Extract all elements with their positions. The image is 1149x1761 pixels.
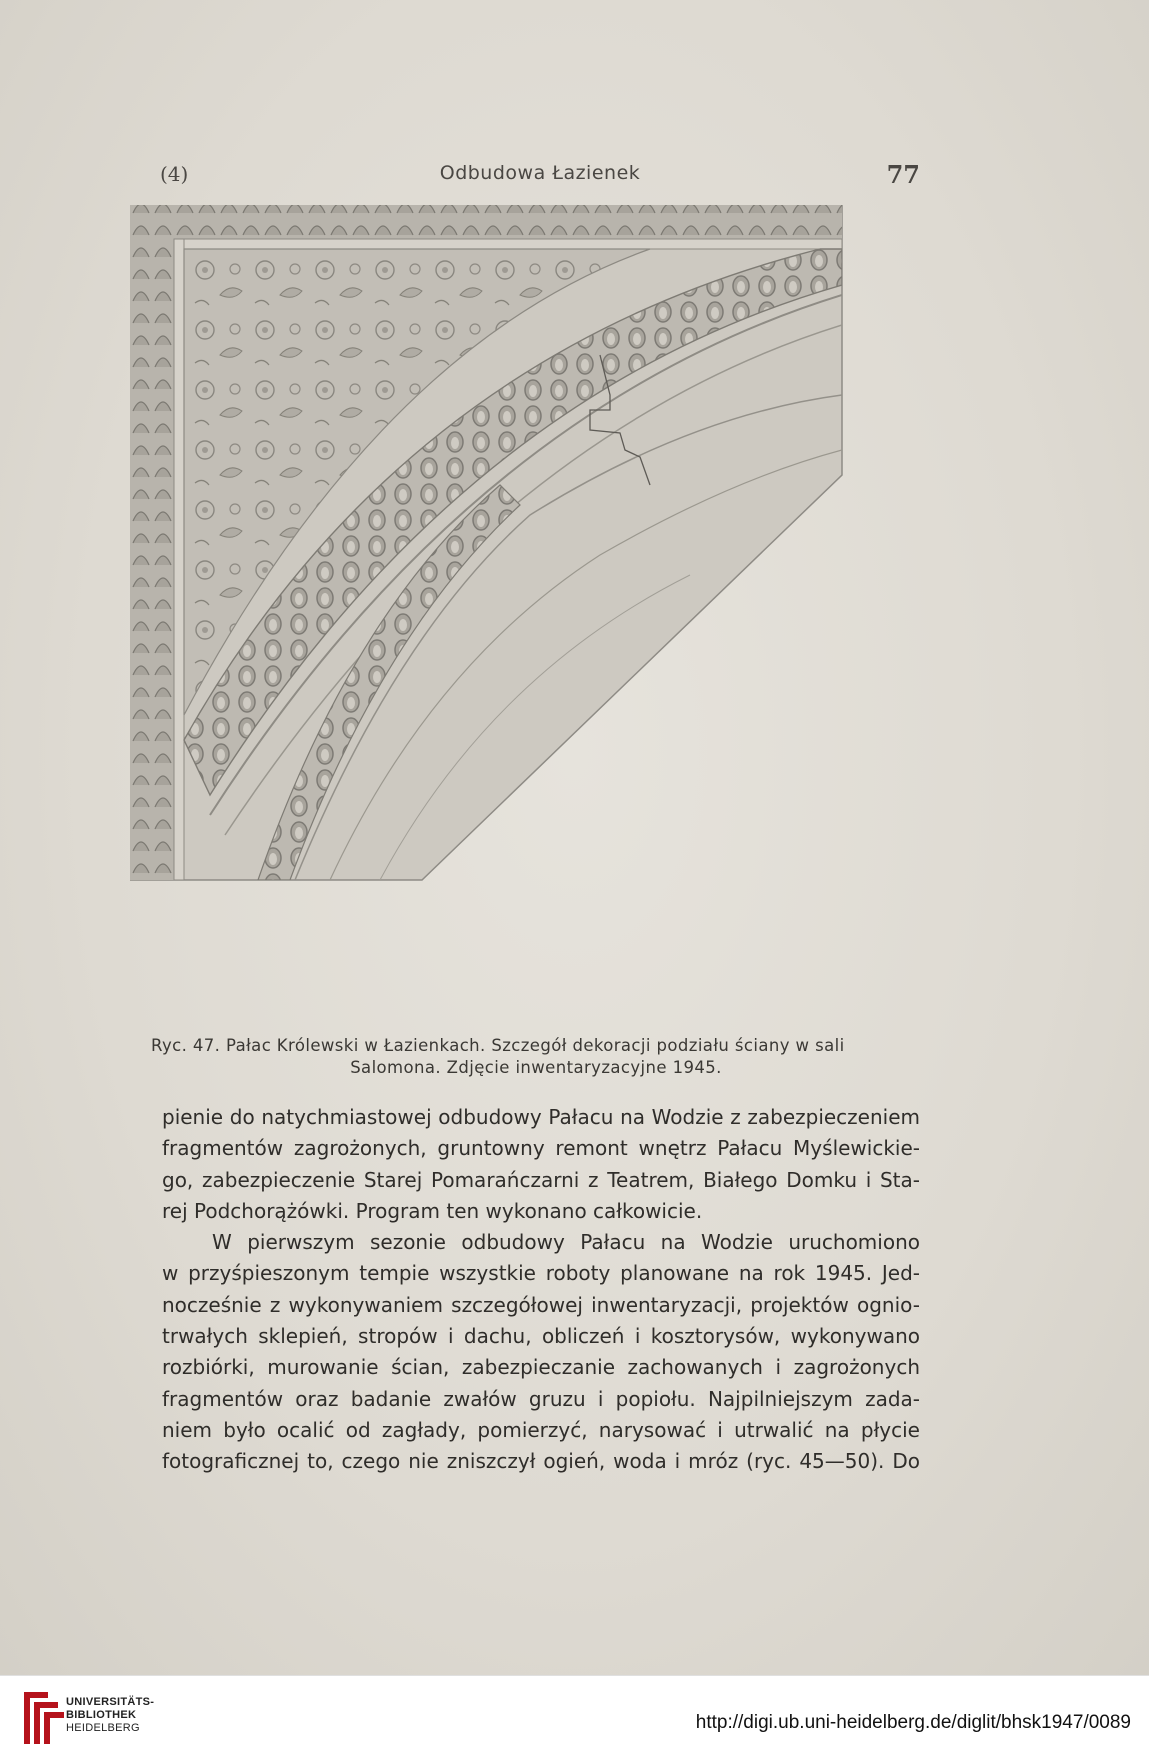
text-line: trwałych sklepień, stropów i dachu, obliczeń i kosztorysów, wykonywano xyxy=(162,1324,920,1349)
text-line: go, zabezpieczenie Starej Pomarańczarni z Teatrem, Białego Domku i Sta- xyxy=(162,1167,920,1192)
library-logo-icon xyxy=(18,1688,70,1748)
text-line: W pierwszym sezonie odbudowy Pałacu na Wodzie uruchomiono xyxy=(212,1230,920,1255)
section-number: (4) xyxy=(160,162,189,186)
text-line: fotograficznej to, czego nie zniszczył ogień, woda i mróz (ryc. 45—50). Do xyxy=(162,1449,920,1474)
source-url-link[interactable]: http://digi.ub.uni-heidelberg.de/diglit/bhsk1947/0089 xyxy=(695,1712,1131,1733)
library-name-line: HEIDELBERG xyxy=(66,1722,140,1734)
text-line: rozbiórki, murowanie ścian, zabezpieczanie zachowanych i zagrożonych xyxy=(162,1355,920,1380)
library-name-line: UNIVERSITÄTS- xyxy=(66,1696,155,1708)
text-line: w przyśpieszonym tempie wszystkie roboty planowane na rok 1945. Jed- xyxy=(162,1261,920,1286)
chapter-title: Odbudowa Łazienek xyxy=(439,162,641,184)
library-name-line: BIBLIOTHEK xyxy=(66,1709,137,1721)
figure-photograph xyxy=(130,205,945,1010)
caption-line: Salomona. Zdjęcie inwentaryzacyjne 1945. xyxy=(350,1058,722,1077)
figure-caption xyxy=(151,1035,921,1079)
text-line: pienie do natychmiastowej odbudowy Pałacu na Wodzie z zabezpieczeniem xyxy=(162,1105,920,1129)
text-line: niem było ocalić od zagłady, pomierzyć, narysować i utrwalić na płycie xyxy=(162,1417,920,1442)
page-number: 77 xyxy=(886,160,920,189)
library-footer xyxy=(0,1675,1149,1761)
library-name xyxy=(66,1696,154,1735)
caption-line: Ryc. 47. Pałac Królewski w Łazienkach. Szczegół dekoracji podziału ściany w sali xyxy=(151,1036,845,1055)
text-line: fragmentów oraz badanie zwałów gruzu i popiołu. Najpilniejszym zada- xyxy=(162,1386,920,1411)
body-text xyxy=(162,1102,920,1478)
text-line: nocześnie z wykonywaniem szczegółowej inwentaryzacji, projektów ognio- xyxy=(162,1292,920,1317)
text-line: fragmentów zagrożonych, gruntowny remont wnętrz Pałacu Myślewickie- xyxy=(162,1136,920,1161)
running-head xyxy=(160,160,920,190)
text-line: rej Podchorążówki. Program ten wykonano całkowicie. xyxy=(162,1198,703,1223)
